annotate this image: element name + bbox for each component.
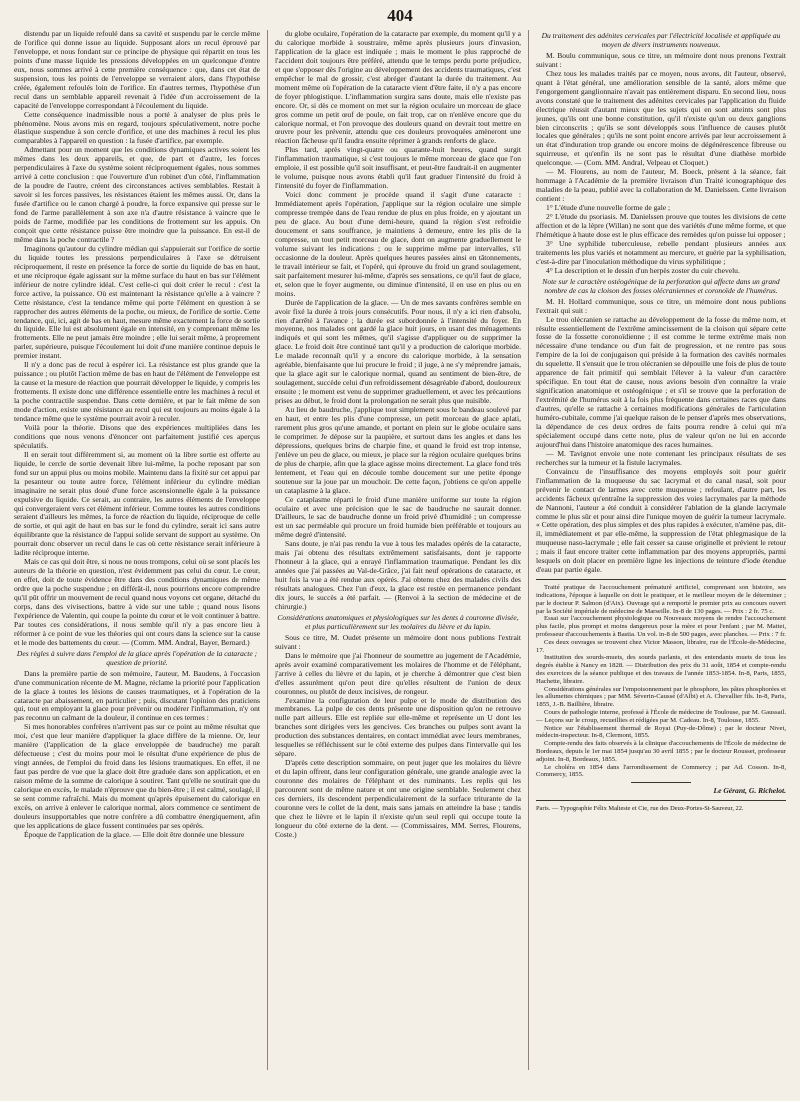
paragraph: Le trou olécranien se rattache au développement de la fosse du même nom, et résulte essentiellement de l'extrême amincissement de la cloison qui sépare cette fosse de la fossette coronoïdienne ; il est comme le terme extrême mais non nécessaire d'une tendance ou d'un fait de progression, et ne rentre pas sous l'empire de la loi de conjugaison qui préside à la formation des cavités normales du squelette. Il s'ensuit que le trou olécranien se dépouille une fois de plus de toute apparence de fait primitif qui semblait l'élever à la valeur d'un caractère spécifique. En tout état de cause, nous avions besoin d'en connaître la vraie signification anatomique et ostéogénique ; et s'il se trouve que la perforation de l'extrémité de l'humérus soit à la fois plus fréquente dans certaines races que dans d'autres, qu'elle se rattache à certaines modifications générales de l'articulation huméro-cubitale, comme j'ai quelque raison de le penser d'après mes observations, la dépendance de ces deux ordres de faits pourra rendre à celui qui m'a spécialement occupé dans cette note, plus de valeur qu'on ne lui en accorde aujourd'hui dans l'histoire anatomique des races humaines. xyxy=(536,314,786,449)
paragraph: 1° L'étude d'une nouvelle forme de gale ; xyxy=(546,203,671,213)
paragraph: J'examine la configuration de leur pulpe et le mode de distribution des membranes. La pulpe de ces dents présente une disposition qu'on ne retrouve nulle part ailleurs. Elle est repliée sur elle-même et représente un U dont les branches sont dirigées vers les gencives. Ces branches ou pulpes sont avant la production des substances dentaires, en contact immédiat avec leurs membranes, lesquelles se réfléchissent sur le côté externe des pulpes dans l'intervalle qui les sépare. xyxy=(275,695,521,759)
paragraph: Voici donc comment je procède quand il s'agit d'une cataracte : Immédiatement après l'opération, j'applique sur la région oculaire une simple compresse trempée dans de l'eau rendue de plus en plus froide, en y ajoutant un peu de glace. Au bout d'une demi-heure, quand la région s'est refroidie doucement et sans souffrance, je maintiens à demeure, entre les plis de la compresse, un tout petit morceau de glace, dont on augmente graduellement le volume suivant les indications ; ou le supprime même par intervalles, s'il occasionne de la douleur. Après quelques heures passées ainsi en tâtonnements, le travail intérieur se fait, et l'opéré, qui éprouve du froid un grand soulagement, sait parfaitement mesurer lui-même, d'après ses sensations, ce qu'il faut de glace, et, selon que le foyer augmente, ou diminue d'intensité, il en use en plus ou en moins. xyxy=(275,190,521,298)
paragraph: Durée de l'application de la glace. — Un de mes savants confrères semble en avoir fixé la durée à trois jours consécutifs. Pour nous, il n'y a ici rien d'absolu, rien d'arrêté à l'avance ; la durée est subordonnée à l'intensité du foyer. En moyenne, nos malades ont gardé la glace huit jours, en usant des ménagements indiqués et qui sont les mêmes, qu'il s'agisse d'appliquer ou de supprimer la glace. Le froid doit être continué tant qu'il y a production de calorique morbide. Le malade reconnaît qu'il y a encore du calorique morbide, à la sensation agréable, bienfaisante que lui procure le froid ; il juge, à ne s'y méprendre jamais, que la glace agit sur le calorique normal, quand au sentiment de bien-être, de soulagement, succède celui d'un refroidissement désagréable d'abord, douloureux ensuite ; le moment est venu de supprimer graduellement, et avec les précautions prises au début, le froid dont la prolongation ne serait plus que nuisible. xyxy=(275,297,521,406)
paragraph: D'après cette description sommaire, on peut juger que les molaires du lièvre et du lapin offrent, dans leur configuration générale, une grande analogie avec la couronne des molaires de l'éléphant et des ruminants. Les replis qui les parcourent sont de même nature et ont une origine semblable. Seulement chez ces derniers, ils descendent perpendiculairement de la surface triturante de la couronne vers le collet de la dent, mais sans jamais en atteindre la base ; tandis que chez le lièvre et le lapin il n'existe qu'un seul repli qui occupe toute la longueur du côté externe de la dent. — (Commissaires, MM. Serres, Flourens, Coste.) xyxy=(275,758,521,839)
page-number: 404 xyxy=(387,6,413,25)
paragraph: 3° Une syphilide tuberculeuse, rebelle pendant plusieurs années aux traitements les plus variés et notamment au mercure, et guérie par la syphilisation, c'est-à-dire par l'inoculation méthodique du virus syphilitique ; xyxy=(536,238,786,266)
section-rule xyxy=(631,782,691,783)
paragraph: Ce cataplasme réparti le froid d'une manière uniforme sur toute la région oculaire et avec une précision que le sac de baudruche ne saurait donner. D'ailleurs, le sac de baudruche donne un froid privé d'humidité ; un compresse est un sac perméable qui procure un froid humide bien préférable et toujours au même degré d'intensité. xyxy=(275,494,521,540)
paragraph: distendu par un liquide refoulé dans sa cavité et suspendu par le cercle même de l'orifice qui donne issue au liquide. Supposant alors un recul éprouvé par l'enveloppe, et nous fondant sur ce principe de physique qui répartit en tous les points d'une masse liquide les pressions développées en un quelconque d'entre eux, nous sommes arrivé à cette première conséquence : que, dans cet état de suspension, tous les points de l'enveloppe se verraient alors, dans l'hypothèse créée, également refoulés loin de l'orifice. En d'autres termes, l'hypothèse d'un recul dans un semblable appareil revenait à l'idée d'un accroissement de la capacité de l'enveloppe correspondant à l'écoulement du liquide. xyxy=(14,30,260,110)
column-divider xyxy=(267,30,268,1070)
paragraph: Il en serait tout différemment si, au moment où la libre sortie est offerte au liquide, le cercle de sortie devenait libre lui-même, la poche reposant par son fond sur un appui plus ou moins mobile. Maintenu dans la fixité sur cet appui par la pesanteur ou toute autre force, l'élément inférieur du cylindre médian imaginaire ne serait plus doué d'une force ascensionnelle égale à la puissance expulsive du liquide. Ce serait, au contraire, les autres éléments de l'enveloppe qui convergeraient vers cet élément inférieur. Comme toutes les autres conditions seraient d'ailleurs les mêmes, la force de réaction du liquide, réciproque de celle de sortie, et qui agit de haut en bas sur le fond du cylindre, serait ici sans autre équilibrante que la résistance de l'appui solide servant de support au système. On pourrait donc observer un recul dans le cas où cette résistance serait inférieure à ladite réciproque interne. xyxy=(14,449,260,558)
paragraph: Au lieu de baudruche, j'applique tout simplement sous le bandeau soulevé par en haut, et entre les plis d'une compresse, un petit morceau de glace aplati, rarement plus gros qu'une amande, et portant en plein sur le globe oculaire sans le comprimer. Je dépose sur la paupière, et surtout dans les angles et dans les dépressions, quelques brins de charpie fine, et quand le froid est trop intense, j'enlève un peu de glace, ou mieux, je place sur la région oculaire quelques brins de plus de charpie, afin que la glace agisse moins directement. La glace fond très lentement, et l'eau qui en découle tombe doucement sur une petite éponge soutenue sur la joue par un mouchoir. De cette façon, j'obtiens ce qu'on appelle un cataplasme à la glace. xyxy=(275,405,521,495)
section-heading: Considérations anatomiques et physiologiques sur les dents à couronne divisée, et plus particulièrement sur les molaires du lièvre et du lapin. xyxy=(277,612,519,631)
paragraph: Mais ce cas qui doit être, si nous ne nous trompons, celui où se sont placés les auteurs de la théorie en question, n'est évidemment pas celui du cœur. Le cœur, en effet, doit de toute évidence être dans des conditions dynamiques de même ordre que la poche suspendue ; en différât-il, nous pourrions encore comprendre qu'il pût offrir un mouvement de recul quand nous voyons cet organe, détaché du corps, dans des vivisections, battre à vide sur une table ; quand nous lisons l'expérience de Valentin, qui coupe la pointe du cœur et le voit continuer à battre. Par toutes ces considérations, il nous semble qu'il n'y a pas encore lieu à réformer à ce point de vue les théories qui ont cours dans la science sur la cause et le mode des battements du cœur. — (Comm. MM. Andral, Bayer, Bernard.) xyxy=(14,557,260,647)
bibliography-entry: Traité pratique de l'accouchement prématuré artificiel, comprenant son histoire, ses indications, l'époque à laquelle on doit le pratiquer, et le meilleur moyen de le déterminer ; par le docteur P. Salmon (d'Aix). Ouvrage qui a remporté le premier prix au concours ouvert par la Société impériale de médecine de Marseille. In-8 de 130 pages. — Prix : 2 fr. 75 c. xyxy=(536,584,786,615)
bibliography-entry: Ces deux ouvrages se trouvent chez Victor Masson, libraire, rue de l'École-de-Médecine, 17. xyxy=(536,638,786,654)
bibliography-entry: Le choléra en 1854 dans l'arrondissement de Commercy ; par Ad. Cosson. In-8, Commercy, 1855. xyxy=(536,763,786,779)
column-2 xyxy=(275,30,521,1078)
section-rule xyxy=(536,579,786,580)
column-3 xyxy=(536,30,786,1078)
paragraph: Sous ce titre, M. Oudet présente un mémoire dont nous publions l'extrait suivant : xyxy=(275,632,521,651)
paragraph: Convaincu de l'insuffisance des moyens employés soit pour guérir l'inflammation de la muqueuse du sac lacrymal et du canal nasal, soit pour prévenir le contact de larmes avec cette muqueuse ; refoulant, d'autre part, les accidents fâcheux qu'entraîne la suppression des voies lacrymales par la méthode de Nannoni, l'auteur a été conduit à considérer l'ablation de la glande lacrymale comme le plus sûr et pour ainsi dire l'unique moyen de guérir la tumeur lacrymale. « Cette opération, des plus simples et des plus rapides à exécuter, n'amène pas, dit-il, immédiatement et par elle-même, la suppression de l'état phlegmasique de la muqueuse naso-lacrymale ; elle fait cesser sa cause originelle et prévient le retour ; mais il faut encore traiter cette inflammation par des moyens appropriés, parmi lesquels on doit placer en première ligne les injections de teinture d'iode étendue d'eau par partie égale. xyxy=(536,466,786,575)
bibliography-entry: Essai sur l'accouchement physiologique ou Nouveaux moyens de rendre l'accouchement plus facile, plus prompt et moins dangereux pour la mère et pour l'enfant ; par M. Mattei, professeur d'accouchements à Bastia. Un vol. in-8 de 500 pages, avec planches. — Prix : 7 fr. xyxy=(536,615,786,638)
paragraph: Sans doute, je n'ai pas rendu la vue à tous les malades opérés de la cataracte, mais j'ai obtenu des résultats extrêmement satisfaisants, dont je rapporte l'honneur à la glace, qui a enrayé l'inflammation traumatique. Pendant les dix années que j'ai passées au Val-de-Grâce, j'ai fait neuf opérations de cataracte, et huit fois la vue a été rendue aux opérés. J'ai obtenu chez des malades civils des résultats analogues. Chez l'un d'eux, la glace est restée en permanence pendant dix jours, le succès a été parfait. — (Renvoi à la section de médecine et de chirurgie.) xyxy=(275,539,521,611)
paragraph: M. Boulu communique, sous ce titre, un mémoire dont nous prenons l'extrait suivant : xyxy=(536,50,786,69)
section-heading: Note sur le caractère ostéogénique de la perforation qui affecte dans un grand nombre de cas la cloison des fosses olécraniennes et coronoïde de l'humérus. xyxy=(542,276,780,295)
section-rule xyxy=(536,800,786,801)
bibliography-entry: Cours de pathologie interne, professé à l'École de médecine de Toulouse, par M. Gaussail. — Leçons sur le croup, recueillies et rédigées par M. Cadeau. In-8, Toulouse, 1855. xyxy=(536,708,786,724)
paragraph: Cette conséquence inadmissible nous a porté à analyser de plus près le phénomène. Nous avons mis en regard, toujours spéculativement, notre poche élastique suspendue à son cercle d'orifice, et une des machines à recul les plus comparables à l'appareil en question : la fusée d'artifice, par exemple. xyxy=(14,109,260,146)
paragraph: du globe oculaire, l'opération de la cataracte par exemple, du moment qu'il y a du calorique morbide à soustraire, même après plusieurs jours d'invasion, l'application de la glace est indiquée ; mais le moment le plus rapproché de l'accident doit toujours être préféré, attendu que le temps perdu porte préjudice, et que s'opposer dès l'origine au développement des accidents traumatiques, c'est empêcher le mal de grossir, c'est abréger d'autant la durée du traitement. Au moment même où l'opération de la cataracte vient d'être faite, il n'y a pas encore de foyer phlogistique. L'inflammation surgira sans doute, mais elle n'existe pas encore. Or, si dès ce moment on met sur la région oculaire un morceau de glace gros comme un petit œuf de poule, on fait trop, car on n'enlève encore que du calorique normal, et l'on provoque des douleurs quand on devrait tout mettre en œuvre pour les prévenir, attendu que ces douleurs provoquées amèneront une réaction fâcheuse qu'il faudra ensuite réprimer à grands renforts de glace. xyxy=(275,30,521,146)
paragraph: Dans le mémoire que j'ai l'honneur de soumettre au jugement de l'Académie, après avoir examiné comparativement les molaires de l'homme et de l'éléphant, j'arrive à celles du lièvre et du lapin, et je cherche à démontrer que c'est bien d'elles assurément qu'on peut dire qu'elles résultent de l'union de deux couronnes, ou plutôt de deux incisives, de rongeur. xyxy=(275,650,521,696)
paragraph: Plus tard, après vingt-quatre ou quarante-huit heures, quand surgit l'inflammation traumatique, si c'est toujours le même morceau de glace que l'on emploie, il est possible qu'il soit insuffisant, et peut-être faudrait-il en augmenter le volume, puisque nous avons établi qu'il faut graduer l'intensité du froid à l'intensité du foyer de l'inflammation. xyxy=(275,145,521,191)
signature: Le Gérant, G. Richelot. xyxy=(713,786,786,796)
bibliography-entry: Considérations générales sur l'empoisonnement par le phosphore, les pâtes phosphorées et les allumettes chimiques ; par MM. Séverin-Caussé (d'Albi) et A. Chevallier fils. In-8, Paris, 1855, J.-B. Baillière, libraire. xyxy=(536,685,786,709)
printer-imprint: Paris. — Typographie Félix Malteste et Cie, rue des Deux-Portes-St-Sauveur, 22. xyxy=(536,805,744,813)
paragraph: 4° La description et le dessin d'un herpès zoster du cuir chevelu. xyxy=(546,265,740,275)
column-divider xyxy=(528,30,529,1070)
bibliography-entry: Compte-rendu des faits observés à la clinique d'accouchements de l'École de médecine de Bordeaux, depuis le 1er mai 1854 jusqu'au 30 avril 1855 ; par le docteur Rousset, professeur adjoint. In-8, Bordeaux, 1855. xyxy=(536,740,786,763)
column-1 xyxy=(14,30,260,1078)
paragraph: Dans la première partie de son mémoire, l'auteur, M. Baudens, à l'occasion d'une communication récente de M. Magne, réclame la priorité pour l'application de la glace à toutes les lésions de causes traumatiques, et à l'opération de la cataracte par abaissement, en particulier ; puis, discutant l'opinion des praticiens qui, tout en employant la glace pour prévenir ou modérer l'inflammation, n'y ont pas reconnu un calmant de la douleur, il continue en ces termes : xyxy=(14,668,260,723)
section-heading: Des règles à suivre dans l'emploi de la glace après l'opération de la cataracte ; question de priorité. xyxy=(16,648,258,667)
paragraph: Admettant pour un moment que les conditions dynamiques actives soient les mêmes dans les deux appareils, et que, de part et d'autre, les forces perpendiculaires à l'axe du système soient réciproquement égales, nous sommes arrivé à cette conclusion : que l'ouverture d'un robinet d'un côté, l'inflammation de la poudre de l'autre, créent des circonstances actives semblables. Restait à savoir si les forces passives, les résistances étaient les mêmes aussi. Or, dans la fusée d'artifice ou le canon chargé à poudre, la force expansive qui presse sur le fond de l'arme parallèlement à son axe n'a d'autre résistance à vaincre que le poids de l'arme, modifiée par les conditions de frottement sur les appuis. On conçoit que cette résistance puisse être moindre que la puissance. En est-il de même dans la poche contractile ? xyxy=(14,145,260,244)
paragraph: — M. Tavignot envoie une note contenant les principaux résultats de ses recherches sur la tumeur et la fistule lacrymales. xyxy=(536,448,786,467)
section-heading: Du traitement des adénites cervicales par l'électricité localisée et appliquée au moyen de divers instruments nouveaux. xyxy=(541,31,781,49)
paragraph: Chez tous les malades traités par ce moyen, nous avons, dit l'auteur, observé, quant à l'état général, une amélioration sensible de la santé, alors même que l'engorgement ganglionnaire n'avait pas entièrement disparu. En second lieu, nous avons constaté que le traitement des adénites cervicales par l'application du fluide électrique réussit d'autant mieux que les sujets qui en sont atteints sont plus jeunes, qu'ils ont une bonne constitution, qu'il n'existe qu'un ou deux ganglions bien circonscrits ; qu'ils se sont développés sous l'influence de causes plutôt locales que générales ; qu'ils ne sont point encore arrivés par leur accroissement à un état d'induration trop grande ou encore moins de dégénérescence fibreuse ou squirreuse, et qu'enfin ils ne sont pas le résultat d'une diathèse morbide quelconque. — (Com. MM. Andral, Velpeau et Cloquet.) xyxy=(536,68,786,168)
paragraph: Époque de l'application de la glace. — Elle doit être donnée une blessure xyxy=(24,829,245,839)
paragraph: — M. Flourens, au nom de l'auteur, M. Boeck, présent à la séance, fait hommage à l'Académie de la première livraison d'un Traité iconographique des maladies de la peau, publié avec la collaboration de M. Danielssen. Cette livraison contient : xyxy=(536,167,786,204)
paragraph: 2° L'étude du psoriasis. M. Danielssen prouve que toutes les divisions de cette affection et de la lèpre (Willan) ne sont que des variétés d'une même forme, et que l'hémétique à haute dose est le plus efficace des remèdes qu'on puisse lui opposer ; xyxy=(536,212,786,239)
paragraph: Imaginons qu'autour du cylindre médian qui s'appuierait sur l'orifice de sortie du liquide toutes les pressions perpendiculaires à l'axe se détruisent réciproquement, il reste en présence la force de sortie du liquide de bas en haut, et une réciproque égale agissant sur la même surface du haut en bas sur l'élément inférieur de notre cylindre idéal. C'est celle-ci qui doit créer le recul : c'est la force active, la puissance. Où est maintenant la résistance qu'elle a à vaincre ? Cette résistance, c'est la tendance même qui porte l'élément en question à se rapprocher des autres éléments de la poche, ou mieux, de l'orifice de sortie. Cette tendance, qui, ici, agit de bas en haut, mesure même exactement la force de sortie du liquide. Elle lui est absolument égale en intensité, en y comprenant même les frottements. Elle ne peut jamais être moindre ; elle lui serait même, à proprement parler, supérieure, puisque l'écoulement lui doit d'une manière continue depuis le premier instant. xyxy=(14,243,260,361)
bibliography-entry: Notice sur l'établissement thermal de Royat (Puy-de-Dôme) ; par le docteur Nivet, médecin-inspecteur. In-8, Clermont, 1855. xyxy=(536,724,786,740)
paragraph: Si mes honorables confrères n'arrivent pas sur ce point au même résultat que moi, c'est que leur manière d'appliquer la glace diffère de la mienne. Or, leur manière (l'application de la glace enveloppée de baudruche) me paraît défectueuse ; c'est du moins pour moi le résultat d'une expérience de plus de vingt années, de l'emploi du froid dans les lésions traumatiques. En effet, il ne faut pas perdre de vue que la glace doit être graduée dans son application, et en raison même de la somme de calorique à soutirer. Tant qu'elle ne soutirait que du calorique en excès, le malade n'éprouve que du bien-être ; il est calmé, soulagé, il se sent comme rafraîchi. Mais du moment qu'après épuisement du calorique en excès, on arrive à enlever le calorique normal, alors commence ce sentiment de douleurs insupportables que notre confrère a dû combattre énergiquement, afin que les applications de glace fussent continuées par ses opérés. xyxy=(14,722,260,830)
paragraph: Voilà pour la théorie. Disons que des expériences multipliées dans les conditions que nous venons d'énoncer ont parfaitement justifié ces aperçus spéculatifs. xyxy=(14,422,260,450)
bibliography-entry: Institution des sourds-muets, des sourds parlants, et des entendants muets de tous les degrés établie à Nancy en 1828. — Distribution des prix du 31 août, 1854 et compte-rendu des exercices de la séance publique et des travaux de l'année 1853-1854. In-8, Paris, 1855, Hachette, libraire. xyxy=(536,654,786,685)
paragraph: Il n'y a donc pas de recul à espérer ici. La résistance est plus grande que la puissance ; ou plutôt l'action même de bas en haut de l'élément de l'enveloppe est la cause et la mesure de réaction que pourrait développer le liquide, y compris les frottements. Il existe donc une différence essentielle entre les machines à recul et la poche contractile suspendue. Dans cette dernière, et par le fait même de son mode d'action, existe une résistance au recul qui est toujours au moins égale à la tendance même que le système pourrait avoir à reculer. xyxy=(14,360,260,423)
paragraph: M. H. Hollard communique, sous ce titre, un mémoire dont nous publions l'extrait qui suit : xyxy=(536,296,786,315)
